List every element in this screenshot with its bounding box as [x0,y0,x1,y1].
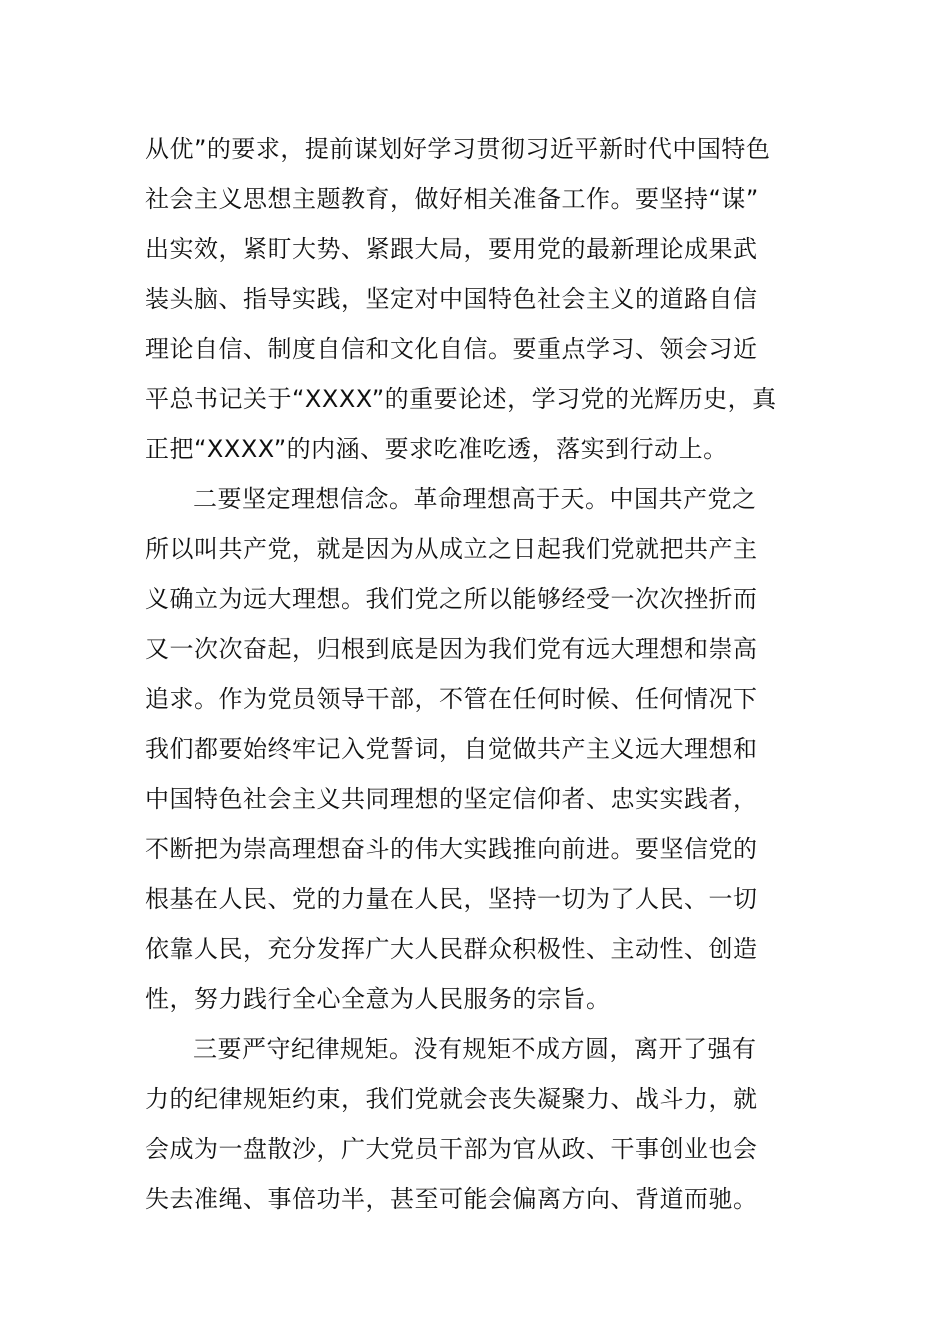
text-line: 社会主义思想主题教育，做好相关准备工作。要坚持“谋” [145,185,759,213]
text-line: 根基在人民、党的力量在人民，坚持一切为了人民、一切 [145,885,758,913]
text-line: 会成为一盘散沙，广大党员干部为官从政、干事创业也会 [145,1135,758,1163]
text-line: 平总书记关于“XXXX”的重要论述，学习党的光辉历史，真 [145,385,777,413]
paragraph-start-line: 二要坚定理想信念。革命理想高于天。中国共产党之 [193,485,757,513]
text-line: 追求。作为党员领导干部，不管在任何时候、任何情况下 [145,685,758,713]
document-body [145,124,807,1224]
text-line: 中国特色社会主义共同理想的坚定信仰者、忠实实践者， [145,785,758,813]
text-line: 出实效，紧盯大势、紧跟大局，要用党的最新理论成果武 [145,235,758,263]
text-line: 不断把为崇高理想奋斗的伟大实践推向前进。要坚信党的 [145,835,758,863]
text-line: 正把“XXXX”的内涵、要求吃准吃透，落实到行动上。 [145,435,728,463]
paragraph-start-line: 三要严守纪律规矩。没有规矩不成方圆，离开了强有 [193,1035,757,1063]
text-line: 理论自信、制度自信和文化自信。要重点学习、领会习近 [145,335,758,363]
text-line: 我们都要始终牢记入党誓词，自觉做共产主义远大理想和 [145,735,758,763]
text-line: 力的纪律规矩约束，我们党就会丧失凝聚力、战斗力，就 [145,1085,758,1113]
text-line: 所以叫共产党，就是因为从成立之日起我们党就把共产主 [145,535,758,563]
text-line: 从优”的要求，提前谋划好学习贯彻习近平新时代中国特色 [145,135,771,163]
text-line: 失去准绳、事倍功半，甚至可能会偏离方向、背道而驰。 [145,1185,758,1213]
text-line: 依靠人民，充分发挥广大人民群众积极性、主动性、创造 [145,935,758,963]
text-line: 装头脑、指导实践，坚定对中国特色社会主义的道路自信 [145,285,758,313]
text-line: 性，努力践行全心全意为人民服务的宗旨。 [145,985,611,1013]
text-line: 又一次次奋起，归根到底是因为我们党有远大理想和崇高 [145,635,758,663]
text-line: 义确立为远大理想。我们党之所以能够经受一次次挫折而 [145,585,758,613]
